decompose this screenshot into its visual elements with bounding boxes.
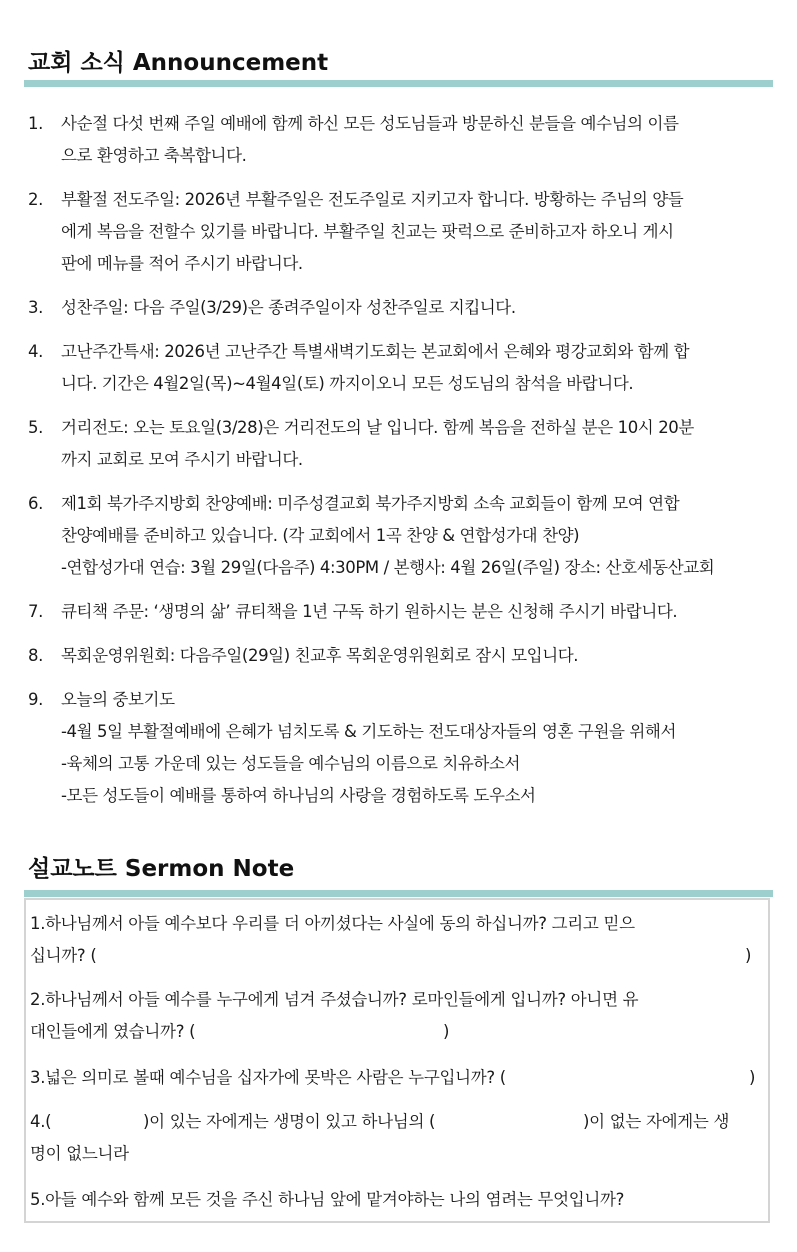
item-number: 4. (28, 342, 43, 361)
question-text: 2.하나님께서 아들 예수를 누구에게 넘겨 주셨습니까? 로마인들에게 입니까? 아니면 유 (30, 990, 639, 1009)
announcement-item (28, 412, 773, 476)
question-text: 십니까? ( (30, 946, 97, 965)
item-text: 목회운영위원회: 다음주일(29일) 친교후 목회운영위원회로 잠시 모입니다. (61, 646, 579, 665)
question-text: 대인들에게 였습니까? ( (30, 1022, 196, 1041)
item-number: 7. (28, 602, 43, 621)
announcement-item (28, 336, 773, 400)
item-number: 2. (28, 190, 43, 209)
announcement-item (28, 640, 773, 672)
item-number: 9. (28, 690, 43, 709)
announcement-item (28, 684, 773, 812)
item-text: -육체의 고통 가운데 있는 성도들을 예수님의 이름으로 치유하소서 (61, 754, 521, 773)
answer-close-paren: ) (745, 946, 752, 965)
item-number: 3. (28, 298, 43, 317)
question-text: 5.아들 예수와 함께 모든 것을 주신 하나님 앞에 맡겨야하는 나의 염려는 무엇입니까? (30, 1190, 625, 1209)
answer-close-paren: ) (443, 1022, 450, 1041)
question-text: )이 있는 자에게는 생명이 있고 하나님의 ( (143, 1112, 436, 1131)
item-text: 큐티책 주문: ‘생명의 삶’ 큐티책을 1년 구독 하기 원하시는 분은 신청해 주시기 바랍니다. (61, 602, 678, 621)
announcement-title: 교회 소식 Announcement (28, 50, 329, 76)
sermon-note-divider (24, 890, 773, 897)
answer-close-paren: ) (749, 1068, 756, 1087)
item-text: 사순절 다섯 번째 주일 예배에 함께 하신 모든 성도님들과 방문하신 분들을 예수님의 이름 (61, 114, 679, 133)
question-text: 1.하나님께서 아들 예수보다 우리를 더 아끼셨다는 사실에 동의 하십니까? 그리고 믿으 (30, 914, 635, 933)
item-text: 제1회 북가주지방회 찬양예배: 미주성결교회 북가주지방회 소속 교회들이 함께 모여 연합 (61, 494, 680, 513)
item-number: 1. (28, 114, 43, 133)
item-number: 6. (28, 494, 43, 513)
question-text: 3.넓은 의미로 볼때 예수님을 십자가에 못박은 사람은 누구입니까? ( (30, 1068, 506, 1087)
question-text: )이 없는 자에게는 생 (583, 1112, 730, 1131)
sermon-note-title: 설교노트 Sermon Note (28, 856, 295, 882)
announcement-item (28, 596, 773, 628)
item-text: -4월 5일 부활절예배에 은혜가 넘치도록 & 기도하는 전도대상자들의 영혼 구원을 위해서 (61, 722, 676, 741)
sermon-question (30, 908, 760, 972)
sermon-question (30, 1184, 760, 1216)
item-text: 고난주간특새: 2026년 고난주간 특별새벽기도회는 본교회에서 은혜와 평강교회와 함께 합 (61, 342, 690, 361)
item-text: 니다. 기간은 4월2일(목)~4월4일(토) 까지이오니 모든 성도님의 참석을 바랍니다. (61, 374, 634, 393)
item-text: 부활절 전도주일: 2026년 부활주일은 전도주일로 지키고자 합니다. 방황하는 주님의 양들 (61, 190, 684, 209)
announcement-divider (24, 80, 773, 87)
announcement-item (28, 184, 773, 280)
item-text: -모든 성도들이 예배를 통하여 하나님의 사랑을 경험하도록 도우소서 (61, 786, 536, 805)
item-text: -연합성가대 연습: 3월 29일(다음주) 4:30PM / 본행사: 4월 26일(주일) 장소: 산호세동산교회 (61, 558, 715, 577)
item-number: 5. (28, 418, 43, 437)
question-answer-line (30, 1106, 760, 1138)
announcement-item (28, 488, 773, 584)
item-text: 까지 교회로 모여 주시기 바랍니다. (61, 450, 303, 469)
announcement-list (28, 108, 773, 824)
question-text: 4.( (30, 1112, 52, 1131)
item-text: 판에 메뉴를 적어 주시기 바랍니다. (61, 254, 303, 273)
item-text: 오늘의 중보기도 (61, 690, 175, 709)
question-text: 명이 없느니라 (30, 1144, 129, 1163)
announcement-item (28, 108, 773, 172)
sermon-question (30, 1062, 760, 1094)
item-text: 거리전도: 오는 토요일(3/28)은 거리전도의 날 입니다. 함께 복음을 전하실 분은 10시 20분 (61, 418, 694, 437)
sermon-question (30, 1106, 760, 1170)
item-text: 으로 환영하고 축복합니다. (61, 146, 247, 165)
sermon-question (30, 984, 760, 1048)
item-number: 8. (28, 646, 43, 665)
announcement-item (28, 292, 773, 324)
item-text: 에게 복음을 전할수 있기를 바랍니다. 부활주일 친교는 팟럭으로 준비하고자 하오니 게시 (61, 222, 674, 241)
question-answer-line (30, 940, 760, 972)
question-answer-line (30, 1062, 760, 1094)
item-text: 성찬주일: 다음 주일(3/29)은 종려주일이자 성찬주일로 지킵니다. (61, 298, 516, 317)
item-text: 찬양예배를 준비하고 있습니다. (각 교회에서 1곡 찬양 & 연합성가대 찬양) (61, 526, 580, 545)
question-answer-line (30, 1016, 760, 1048)
